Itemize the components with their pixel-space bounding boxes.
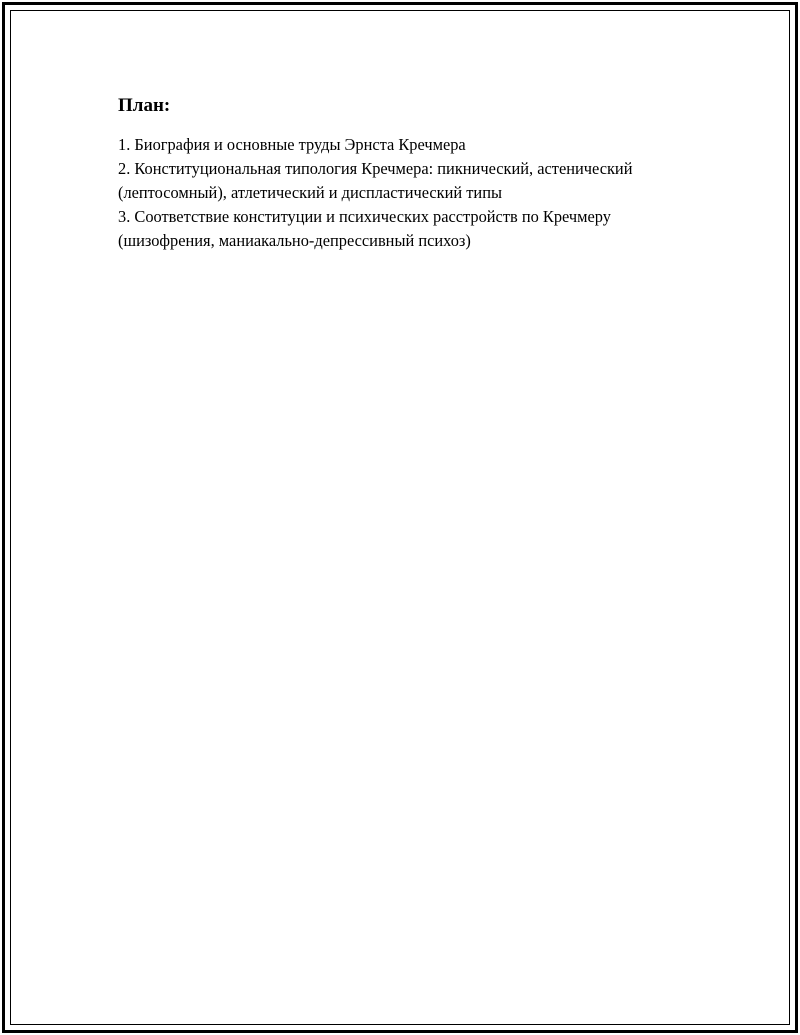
- plan-list: [118, 133, 698, 253]
- plan-heading: План:: [118, 95, 171, 116]
- plan-item-biography: 1. Биография и основные труды Эрнста Кречмера: [118, 135, 466, 154]
- plan-item-constitutional-typology: 2. Конституциональная типология Кречмера: пикнический, астенический (лептосомный), атлетический и диспластический типы: [118, 159, 633, 202]
- plan-item-psychiatric-correspondence: 3. Соответствие конституции и психических расстройств по Кречмеру (шизофрения, маниакально-депрессивный психоз): [118, 207, 611, 250]
- document-page-content: [118, 94, 698, 253]
